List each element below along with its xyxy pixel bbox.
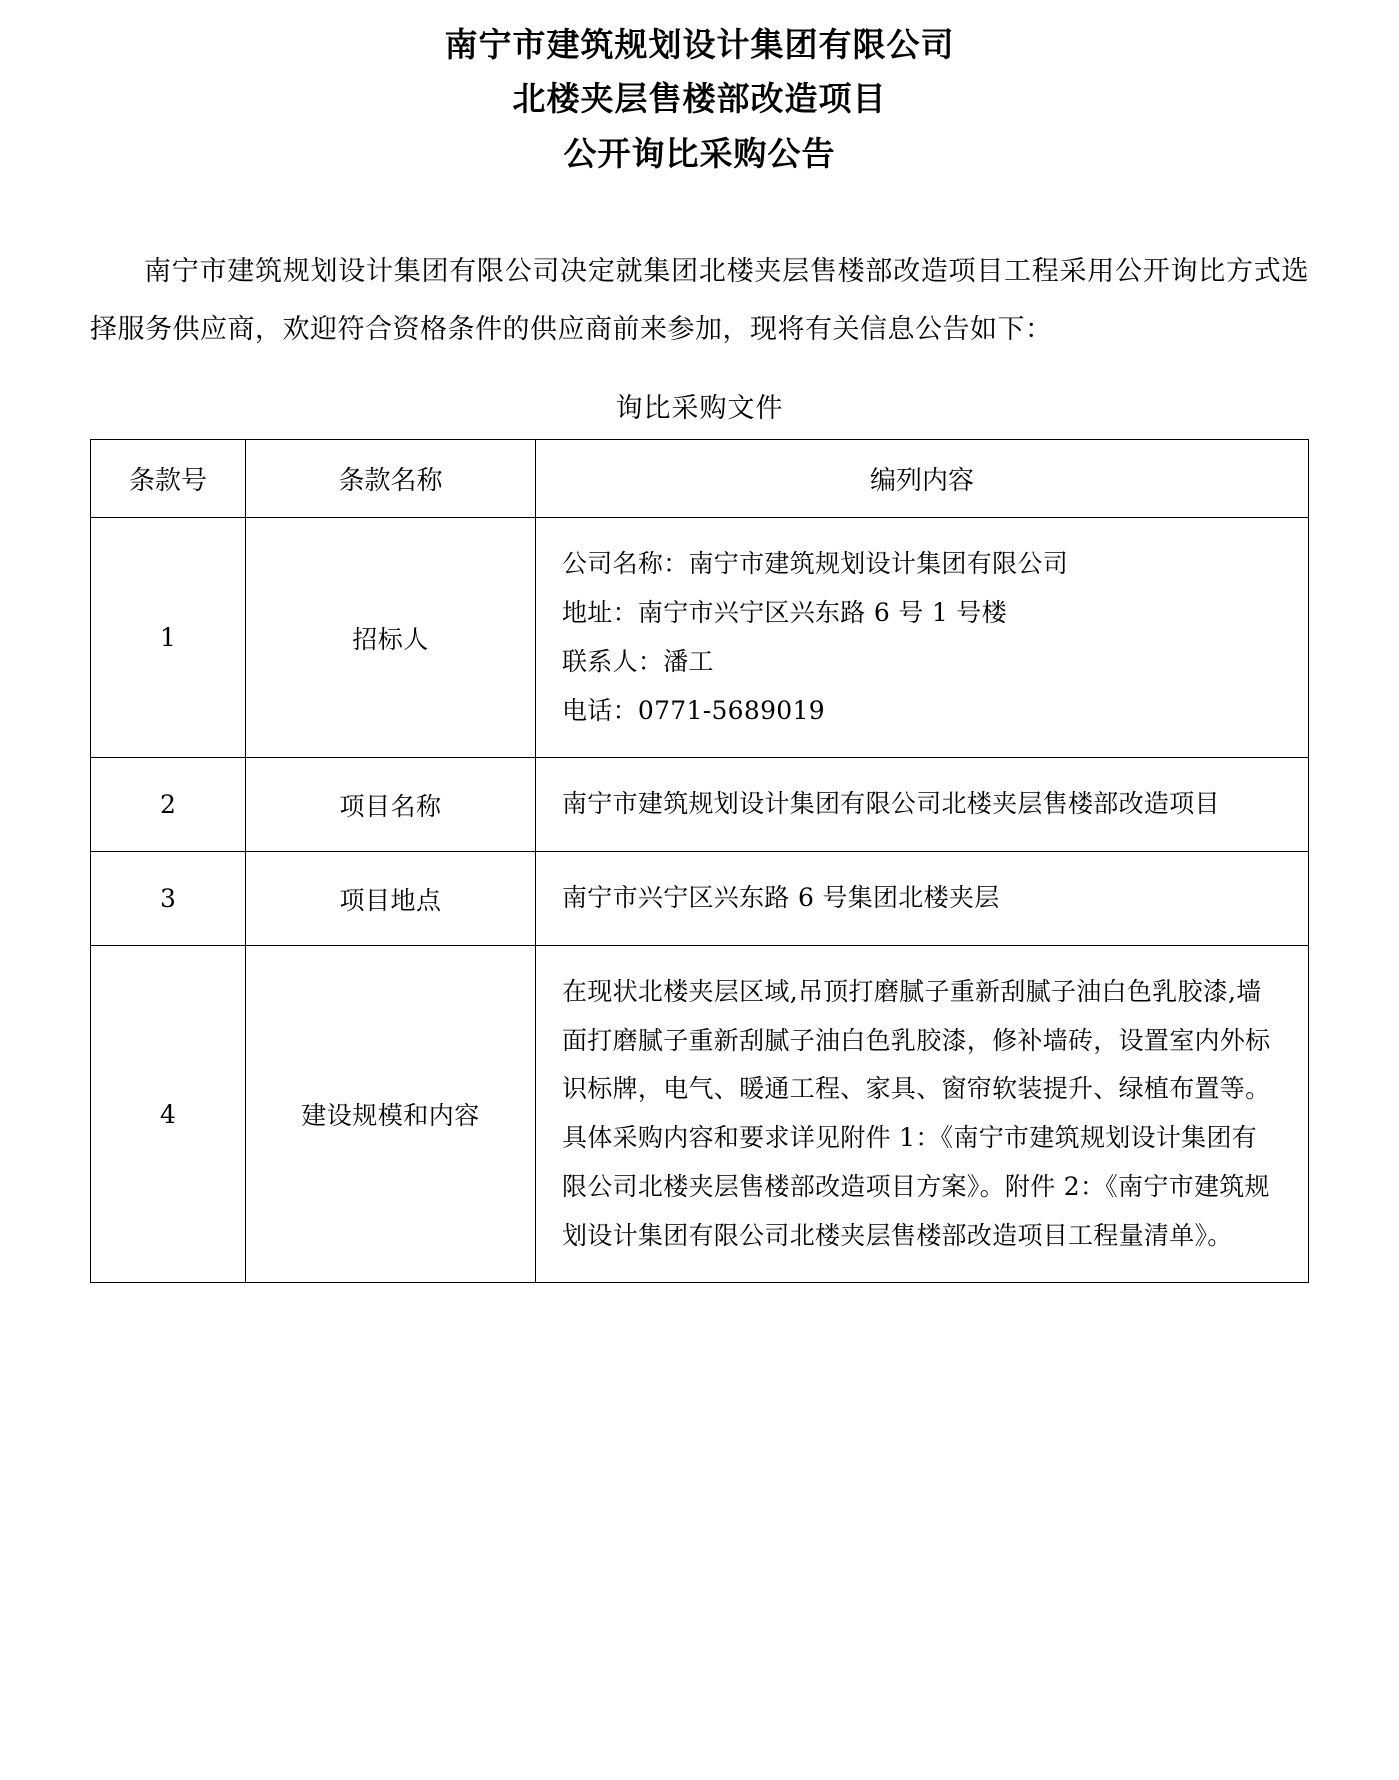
table-header-content: 编列内容 (536, 440, 1309, 518)
intro-paragraph: 南宁市建筑规划设计集团有限公司决定就集团北楼夹层售楼部改造项目工程采用公开询比方式选择服务供应商，欢迎符合资格条件的供应商前来参加，现将有关信息公告如下： (90, 256, 1309, 346)
row-2-no: 2 (91, 758, 246, 852)
row-1-content-line-3: 联系人：潘工 (562, 646, 714, 676)
table-header-row (91, 440, 1309, 518)
title-line-1: 南宁市建筑规划设计集团有限公司 (444, 25, 955, 64)
table-header-clause-no: 条款号 (91, 440, 246, 518)
title-line-3: 公开询比采购公告 (563, 133, 836, 173)
table-header-clause-name: 条款名称 (246, 440, 536, 518)
row-3-name: 项目地点 (246, 852, 536, 946)
table-row (91, 945, 1309, 1283)
row-3-no: 3 (91, 852, 246, 946)
row-1-content-line-4: 电话：0771-5689019 (562, 695, 825, 725)
table-row (91, 852, 1309, 946)
row-4-no: 4 (91, 945, 246, 1283)
row-2-content: 南宁市建筑规划设计集团有限公司北楼夹层售楼部改造项目 (536, 758, 1309, 852)
table-row (91, 518, 1309, 758)
row-4-content: 在现状北楼夹层区域,吊顶打磨腻子重新刮腻子油白色乳胶漆,墙面打磨腻子重新刮腻子油白色乳胶漆，修补墙砖，设置室内外标识标牌，电气、暖通工程、家具、窗帘软装提升、绿植布置等。 具体采购内容和要求详见附件 1：《南宁市建筑规划设计集团有限公司北楼夹层售楼部改造项目方案》。附件 2：《南宁市建筑规划设计集团有限公司北楼夹层售楼部改造项目工程量清单》。 (536, 945, 1309, 1283)
row-2-name: 项目名称 (246, 758, 536, 852)
page-title (90, 18, 1309, 181)
section-title: 询比采购文件 (615, 393, 784, 425)
row-4-name: 建设规模和内容 (246, 945, 536, 1283)
row-3-content: 南宁市兴宁区兴东路 6 号集团北楼夹层 (536, 852, 1309, 946)
row-1-content-line-1: 公司名称：南宁市建筑规划设计集团有限公司 (562, 549, 1069, 579)
title-line-2: 北楼夹层售楼部改造项目 (512, 79, 887, 119)
procurement-table (90, 439, 1309, 1283)
row-1-name: 招标人 (246, 518, 536, 758)
table-row (91, 758, 1309, 852)
row-1-content (536, 518, 1309, 758)
row-1-content-line-2: 地址：南宁市兴宁区兴东路 6 号 1 号楼 (562, 598, 1007, 628)
row-1-no: 1 (91, 518, 246, 758)
